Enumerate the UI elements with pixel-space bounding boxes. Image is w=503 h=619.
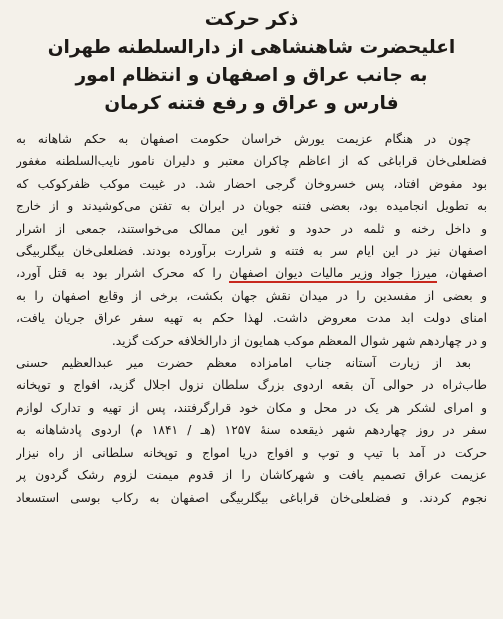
paragraph-1	[16, 128, 487, 352]
text-line: عزیمت عراق تصمیم یافت و شهرکاشان را از قدوم میمنت لزوم رشک گردون پر	[16, 468, 487, 483]
text-line: طاب‌ثراه در حوالی آن بقعه اردوی بزرگ سلطان نزول اجلال گزید، افواج و توپخانه	[16, 378, 487, 393]
text-line: نجوم کردند. و فضلعلی‌خان قراباغی بیگلربیگی اصفهان به رکاب بوسی استسعاد	[16, 490, 487, 505]
text-line: به تطویل انجامیده بود، بعضی فتنه جویان در ایران به تفتن می‌کوشیدند و از خارج	[16, 199, 487, 214]
heading-line: اعلیحضرت شاهنشاهی از دارالسلطنه طهران	[47, 37, 456, 58]
text-line: بعد از زیارت آستانه جناب امامزاده معظم حضرت میر عبدالعظیم حسنی	[16, 356, 471, 371]
heading-line: ذکر حرکت	[204, 9, 299, 30]
text-line: اصفهان نیز در این ایام سر به فتنه و شرارت برآورده بودند. فضلعلی‌خان بیگلربیگی	[16, 244, 487, 259]
text-line: چون در هنگام عزیمت یورش خراسان حکومت اصفهان به حکم شاهانه به	[16, 132, 471, 146]
text-line: و در چهاردهم شهر شوال المعظم موکب همایون از دارالخلافه حرکت گزید.	[111, 333, 487, 348]
text-line-with-underline	[16, 262, 487, 284]
heading-line: به جانب عراق و اصفهان و انتظام امور	[75, 65, 428, 86]
text-line: و بعضی از مفسدین را در میدان نقش جهان بکشت، برخی از وقایع اصفهان را به	[16, 288, 487, 303]
text-line: سفر در روز چهاردهم شهر ذیقعده سنهٔ ۱۲۵۷ (هـ / ۱۸۴۱ م) اردوی پادشاهانه به	[16, 423, 487, 438]
text-line: امنای دولت ابد مدت معروض داشت. لهذا حکم به تهیه سفر عراق جریان یافت،	[16, 311, 487, 326]
text-line: و امرای لشکر هر یک در محل و مکان خود قرارگرفتند، پس از تهیه و تدارک لوازم	[16, 400, 487, 415]
text-line: و داخل رخنه و ثلمه در حدود و ثغور این ممالک می‌خواستند، جمعی از اشرار	[16, 221, 487, 236]
text-segment: اصفهان،	[437, 266, 487, 281]
heading-line: فارس و عراق و رفع فتنه کرمان	[104, 93, 399, 114]
text-line: حرکت در آمد با تیپ و توپ و افواج دریا امواج و توپخانه سلطانی از راه نیزار	[16, 445, 487, 460]
text-line: فضلعلی‌خان قراباغی که از اعاظم چاکران معتبر و دلیران نامور نایب‌السلطنه مغفور	[16, 154, 487, 169]
paragraph-2	[16, 352, 487, 509]
body-text	[16, 128, 487, 509]
chapter-heading	[16, 6, 487, 118]
text-line: بود مفوض افتاد، پس خسروخان گرجی احضار شد. در غیبت موکب ظفرکوکب که	[16, 176, 487, 191]
text-segment: را که محرک اشرار بود به قتل آورد،	[16, 266, 230, 281]
underlined-phrase: میرزا جواد وزیر مالیات دیوان اصفهان	[229, 266, 437, 283]
